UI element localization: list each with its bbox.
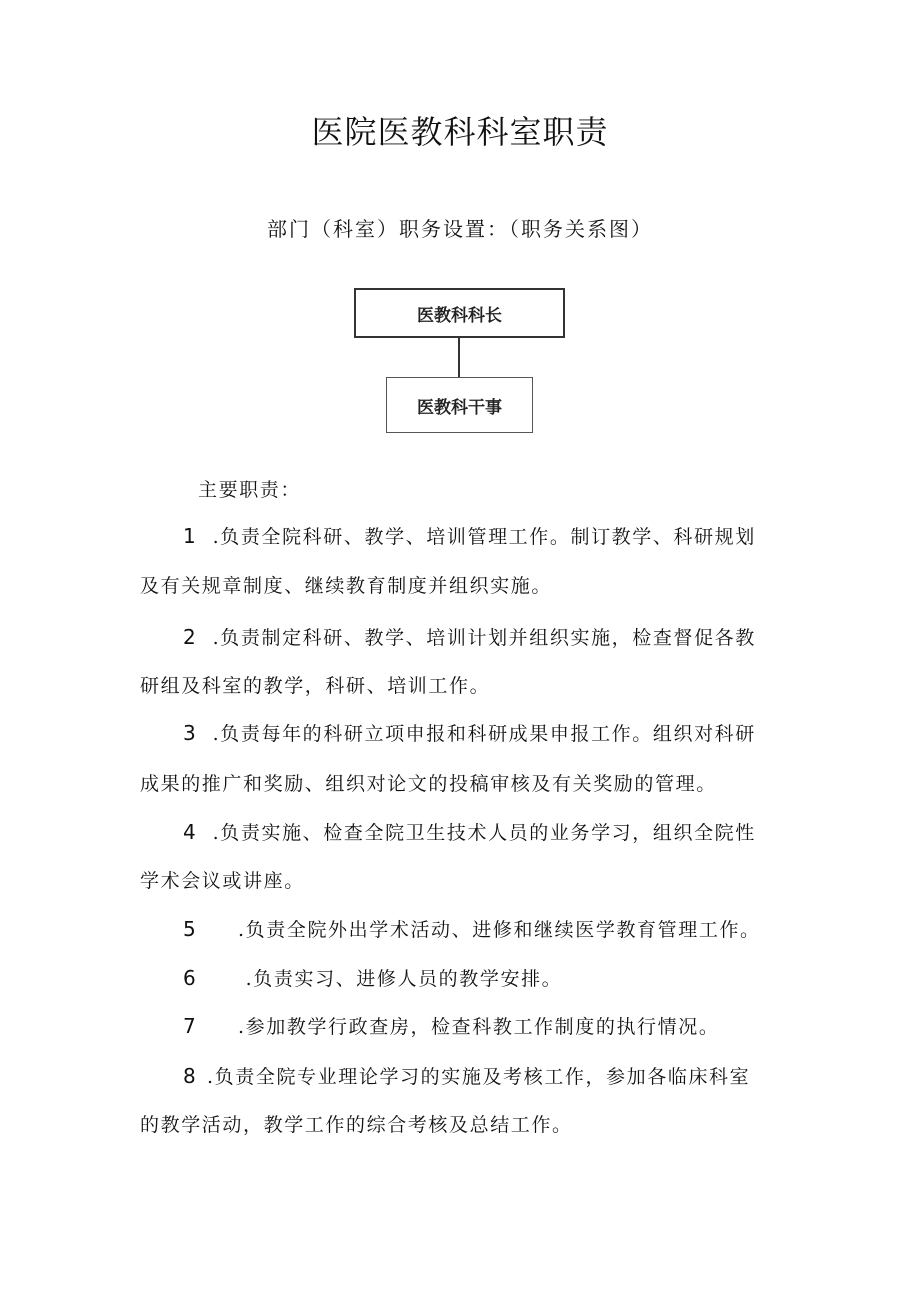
duties-heading: 主要职责：: [198, 479, 302, 501]
duty-item-4-text: .负责实施、检查全院卫生技术人员的业务学习，组织全院性: [205, 822, 756, 844]
duty-item-1-line2: 及有关规章制度、继续教育制度并组织实施。: [140, 575, 553, 597]
duty-item-4-line1: [183, 818, 828, 847]
duty-item-6-line1: [183, 964, 828, 993]
duty-item-3-text: .负责每年的科研立项申报和科研成果申报工作。组织对科研: [205, 723, 756, 745]
duty-item-2-text: .负责制定科研、教学、培训计划并组织实施，检查督促各教: [205, 627, 756, 649]
duty-item-3-line1: [183, 719, 828, 748]
duty-item-4-number: 4: [183, 820, 198, 844]
duty-item-2-number: 2: [183, 625, 198, 649]
duty-item-5-text: .负责全院外出学术活动、进修和继续医学教育管理工作。: [238, 919, 761, 941]
duty-item-8-line2: 的教学活动，教学工作的综合考核及总结工作。: [140, 1114, 573, 1136]
duty-item-7-text: .参加教学行政查房，检查科教工作制度的执行情况。: [238, 1016, 720, 1038]
duty-item-7-line1: [183, 1012, 828, 1041]
duty-item-6-number: 6: [183, 966, 198, 990]
duty-item-2-line2: 研组及科室的教学，科研、培训工作。: [140, 675, 491, 697]
duty-item-1-line1: [183, 522, 828, 551]
org-chart-bottom-box: 医教科干事: [386, 377, 533, 433]
duty-item-8-number: 8: [183, 1064, 198, 1088]
duty-item-7-number: 7: [183, 1014, 198, 1038]
duty-item-4-line2: 学术会议或讲座。: [140, 870, 305, 892]
duty-item-3-line2: 成果的推广和奖励、组织对论文的投稿审核及有关奖励的管理。: [140, 773, 717, 795]
duty-item-8-line1: [183, 1062, 828, 1091]
duty-item-5-number: 5: [183, 917, 198, 941]
duty-item-5-line1: [183, 915, 828, 944]
document-title: 医院医教科科室职责: [311, 113, 609, 151]
duty-item-3-number: 3: [183, 721, 198, 745]
duty-item-1-number: 1: [183, 524, 198, 548]
duty-item-6-text: .负责实习、进修人员的教学安排。: [238, 968, 563, 990]
org-chart-connector: [458, 338, 460, 377]
duty-item-2-line1: [183, 623, 828, 652]
org-chart-top-box: 医教科科长: [354, 288, 565, 338]
duty-item-1-text: .负责全院科研、教学、培训管理工作。制订教学、科研规划: [205, 526, 756, 548]
duty-item-8-text: .负责全院专业理论学习的实施及考核工作，参加各临床科室: [207, 1066, 751, 1088]
document-subtitle: 部门（科室）职务设置：（职务关系图）: [267, 217, 653, 241]
